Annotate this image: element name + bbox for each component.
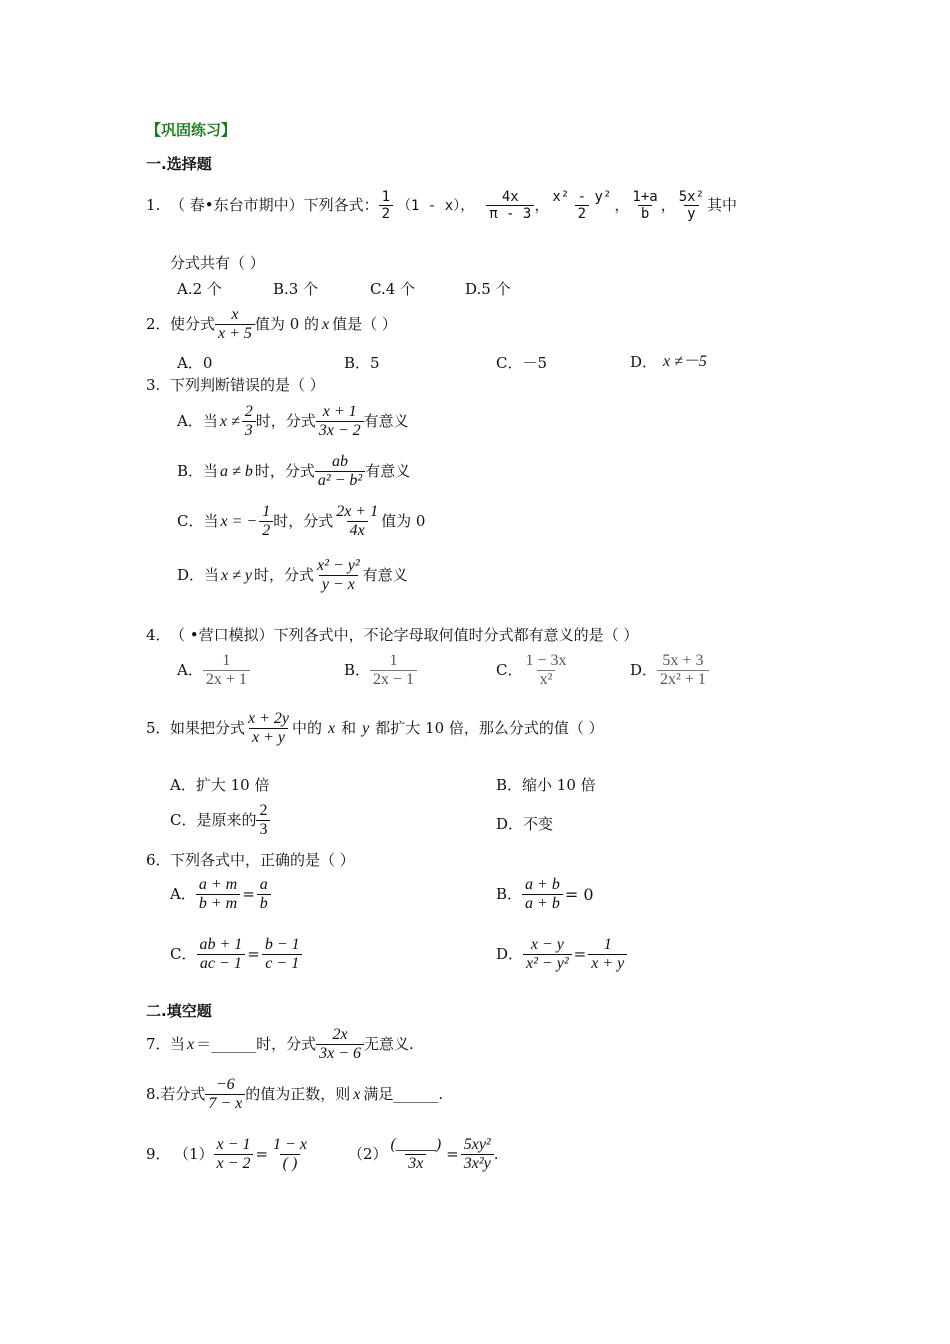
q3-c-tail: 值为 0 (381, 512, 426, 531)
question-4 (146, 628, 638, 643)
q9-part1-right: $\frac{1 - x}{( )}$ (273, 1136, 307, 1173)
q3-b-cond: a ≠ b (220, 462, 253, 480)
practice-title: 【巩固练习】 (146, 121, 237, 139)
question-7 (146, 1026, 414, 1064)
q9-part2-label: （2） (347, 1145, 388, 1164)
q6-b-left: $\frac{a + b}{a + b}$ (522, 876, 563, 914)
q3-d-cond: x ≠ y (221, 566, 253, 584)
q3-a-mid: 时，分式 (255, 412, 316, 431)
q3-c-cond-fraction: $\frac{1}{2}$ (259, 503, 273, 541)
q4-c-label: C． (496, 661, 523, 680)
q6-option-c (170, 936, 303, 974)
q4-option-a (177, 652, 250, 690)
q6-b-eq: = 0 (564, 884, 594, 904)
q4-a-label: A． (177, 661, 203, 680)
q8-c: 满足______. (363, 1085, 444, 1104)
q3-c-label: C．当 (177, 512, 219, 531)
q5-stem-b: 中的 (292, 719, 323, 738)
q1-fraction-4: $\frac{1+a}{b}$ (632, 189, 658, 223)
q2-number: 2． (146, 315, 171, 334)
q1-sep: ， (660, 196, 676, 215)
q3-d-mid: 时，分式 (254, 566, 315, 585)
q3-d-tail: 有意义 (362, 566, 408, 585)
q6-d-left: $\frac{x - y}{\text{x² − y²}}$ (523, 936, 572, 974)
q9-end: . (493, 1145, 499, 1164)
q6-d-eq: = (573, 945, 587, 964)
q5-c-fraction: $\frac{2}{3}$ (256, 802, 270, 840)
q7-a: 当 (170, 1035, 186, 1054)
q6-c-right: $\frac{b - 1}{c - 1}$ (262, 936, 303, 974)
q9-number: 9． (146, 1145, 171, 1164)
q5-option-b: B．缩小 10 倍 (496, 776, 596, 794)
q6-a-right: $\frac{a}{b}$ (257, 876, 271, 914)
q2-option-c: C．－5 (496, 354, 548, 372)
q1-fraction-1: $\frac{1}{2}$ (379, 189, 393, 222)
q7-b: ＝______时，分式 (196, 1035, 317, 1054)
q2-stem-b: 值为 0 的 (254, 315, 320, 334)
q1-option-d: D.5 个 (465, 280, 511, 298)
question-8 (146, 1076, 443, 1114)
q2-option-a: A．0 (177, 354, 213, 372)
q2-var: x (322, 315, 330, 333)
q3-stem: 下列判断错误的是（ ） (170, 376, 325, 394)
q2-option-d-math: x ≠－5 (663, 353, 707, 370)
q1-option-c: C.4 个 (370, 280, 416, 298)
q8-number: 8. (146, 1085, 161, 1104)
q3-a-cond: x ≠ (219, 412, 240, 430)
q3-c-fraction: $\frac{2x + 1}{4x}$ (336, 503, 379, 540)
q6-stem: 下列各式中，正确的是（ ） (170, 851, 355, 869)
question-3 (146, 378, 325, 393)
q6-number: 6． (146, 851, 171, 869)
q5-number: 5． (146, 719, 171, 738)
q2-option-d (630, 354, 707, 370)
q9-part2-right: $\frac{\text{5xy²}}{\text{3x²y}}$ (461, 1136, 494, 1174)
q5-option-d: D．不变 (496, 815, 554, 833)
q5-stem-c: 和 (341, 719, 357, 738)
q7-c: 无意义. (364, 1035, 414, 1054)
q6-c-left: $\frac{ab + 1}{ac - 1}$ (196, 936, 245, 974)
q5-option-c (170, 802, 270, 840)
q1-option-a: A.2 个 (177, 280, 222, 298)
q3-d-label: D．当 (177, 566, 220, 585)
q6-option-b (496, 876, 594, 914)
section-choice-title: 一.选择题 (146, 155, 212, 173)
q6-d-right: $\frac{1}{x + y}$ (588, 936, 627, 974)
q9-part1-eq: = (255, 1145, 269, 1164)
q5-var-y: y (362, 719, 370, 737)
q3-option-c (177, 503, 425, 541)
q8-var: x (353, 1085, 361, 1103)
q1-fraction-2: $\frac{4x}{\pi - 3}$ (486, 189, 534, 222)
q4-b-label: B． (344, 661, 371, 680)
q3-number: 3. (146, 376, 161, 394)
q6-a-eq: = (242, 885, 255, 904)
q5-var-x: x (328, 719, 336, 737)
question-5 (146, 710, 604, 748)
q2-fraction: $\frac{x}{x + 5}$ (215, 306, 255, 344)
q3-b-fraction: $\frac{ab}{\text{a² − b²}}$ (315, 453, 365, 491)
q6-d-label: D． (496, 945, 524, 964)
q2-stem-a: 使分式 (170, 315, 216, 334)
q6-b-label: B． (496, 885, 523, 904)
q9-part2-eq: = (446, 1145, 459, 1164)
q5-stem-d: 都扩大 10 倍，那么分式的值（ ） (375, 719, 604, 738)
q6-a-label: A． (170, 885, 196, 904)
q3-option-d (177, 557, 408, 595)
q2-option-d-label: D． (630, 352, 658, 371)
q7-fraction: $\frac{2x}{3x - 6}$ (316, 1026, 364, 1064)
section-fill-title: 二.填空题 (146, 1002, 212, 1020)
q4-option-d (630, 652, 709, 690)
q9-part2-left: $\frac{(\_\_\_\_\_)}{3x}$ (390, 1136, 442, 1173)
q5-fraction: $\frac{x + 2y}{x + y}$ (248, 710, 290, 747)
q4-option-b (344, 652, 417, 690)
q3-b-label: B．当 (177, 462, 219, 481)
q4-c-fraction: $\frac{1 - 3x}{\text{x²}}$ (525, 652, 567, 689)
q4-stem: （ •营口模拟）下列各式中，不论字母取何值时分式都有意义的是（ ） (170, 626, 639, 644)
q1-suffix: 其中 (707, 196, 738, 215)
q4-d-fraction: $\frac{5x + 3}{\text{2x² + 1}}$ (657, 652, 709, 690)
q8-b: 的值为正数，则 (245, 1085, 351, 1104)
q3-a-label: A．当 (177, 412, 218, 431)
q4-option-c (496, 652, 570, 690)
q3-a-tail: 有意义 (363, 412, 409, 431)
q3-b-tail: 有意义 (365, 462, 411, 481)
q3-option-b (177, 453, 410, 491)
q4-d-label: D． (630, 661, 658, 680)
question-9 (146, 1136, 499, 1174)
q4-number: 4． (146, 626, 171, 644)
q3-d-fraction: $\frac{\text{x² − y²}}{y - x}$ (317, 557, 360, 594)
q3-a-fraction: $\frac{x + 1}{3x - 2}$ (316, 403, 364, 441)
q1-fraction-5: $\frac{\text{5x²}}{y}$ (678, 189, 705, 223)
q6-c-eq: = (247, 945, 260, 964)
q1-prefix: （ 春•东台市期中）下列各式： (170, 196, 379, 215)
question-1 (146, 189, 737, 222)
question-2 (146, 306, 397, 344)
q1-fraction-1-tail: （1 - x）， (397, 197, 475, 214)
q9-part1-label: （1） (174, 1145, 214, 1164)
q1-line2: 分式共有（ ） (170, 254, 265, 272)
q3-c-mid: 时，分式 (273, 512, 334, 531)
q4-a-fraction: $\frac{1}{2x + 1}$ (203, 652, 250, 690)
q6-c-label: C． (170, 945, 197, 964)
q5-option-a: A．扩大 10 倍 (170, 776, 270, 794)
q1-sep: ， (614, 196, 630, 215)
q5-c-label: C．是原来的 (170, 811, 257, 830)
q2-option-b: B．5 (344, 354, 380, 372)
q6-a-left: $\frac{a + m}{b + m}$ (196, 876, 240, 914)
q8-a: 若分式 (160, 1085, 206, 1104)
q3-a-cond-fraction: $\frac{2}{3}$ (242, 403, 256, 441)
q5-stem-a: 如果把分式 (170, 719, 246, 738)
q3-option-a (177, 403, 409, 441)
q7-var: x (187, 1035, 195, 1053)
q3-b-mid: 时，分式 (254, 462, 315, 481)
q6-option-d (496, 936, 627, 974)
q1-number: 1. (146, 196, 161, 215)
q3-c-cond: x = − (220, 512, 258, 530)
q6-option-a (170, 876, 271, 914)
question-6 (146, 853, 355, 868)
q9-part1-left: $\frac{x - 1}{x - 2}$ (214, 1136, 254, 1174)
q7-number: 7． (146, 1035, 171, 1054)
q1-sep: ， (534, 196, 550, 215)
q2-stem-c: 值是（ ） (332, 315, 397, 334)
q4-b-fraction: $\frac{1}{2x - 1}$ (370, 652, 417, 690)
q8-fraction: $\frac{-6}{7 - x}$ (205, 1076, 245, 1114)
q1-fraction-3: $\frac{\text{x² - y²}}{2}$ (552, 189, 612, 223)
q1-option-b: B.3 个 (273, 280, 319, 298)
